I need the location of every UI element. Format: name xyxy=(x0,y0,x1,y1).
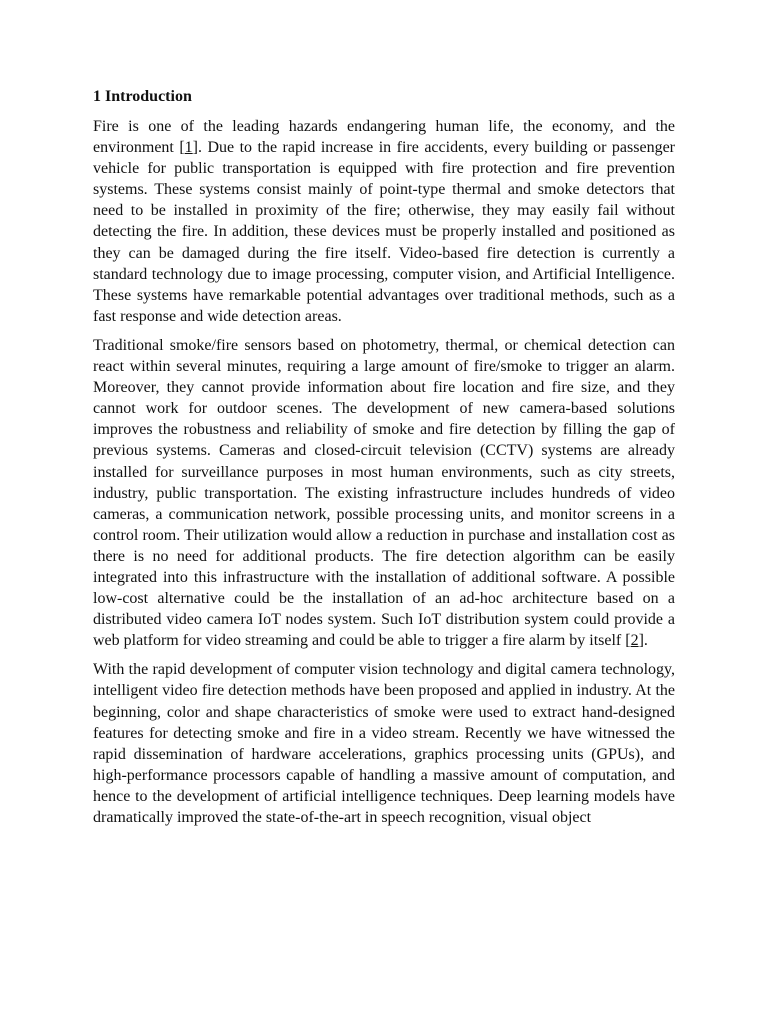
paragraph-3: With the rapid development of computer vision technology and digital camera technology, intelligent video fire detection methods have been proposed and applied in industry. At the beginning, color and shape characteristics of smoke were used to extract hand-designed features for detecting smoke and fire in a video stream. Recently we have witnessed the rapid dissemination of hardware accelerations, graphics processing units (GPUs), and high-performance processors capable of handling a massive amount of computation, and hence to the development of artificial intelligence techniques. Deep learning models have dramatically improved the state-of-the-art in speech recognition, visual object xyxy=(93,661,675,826)
document-page xyxy=(93,86,675,836)
section-heading: 1 Introduction xyxy=(93,88,192,105)
citation-link-1[interactable]: 1 xyxy=(184,139,193,157)
paragraph-2 xyxy=(93,335,675,651)
citation-link-2[interactable]: 2 xyxy=(630,632,639,650)
paragraph-2-text-end: ]. xyxy=(638,632,648,650)
paragraph-1-text-end: ]. Due to the rapid increase in fire accidents, every building or passenger vehicle for public transportation is equipped with fire protection and fire prevention systems. These systems consist mainly of point-type thermal and smoke detectors that need to be installed in proximity of the fire; otherwise, they may easily fail without detecting the fire. In addition, these devices must be properly installed and positioned as they can be damaged during the fire itself. Video-based fire detection is currently a standard technology due to image processing, computer vision, and Artificial Intelligence. These systems have remarkable potential advantages over traditional methods, such as a fast response and wide detection areas. xyxy=(93,139,675,325)
paragraph-2-text-start: Traditional smoke/fire sensors based on photometry, thermal, or chemical detection can react within several minutes, requiring a large amount of fire/smoke to trigger an alarm. Moreover, they cannot provide information about fire location and fire size, and they cannot work for outdoor scenes. The development of new camera-based solutions improves the robustness and reliability of smoke and fire detection by filling the gap of previous systems. Cameras and closed-circuit television (CCTV) systems are already installed for surveillance purposes in most human environments, such as city streets, industry, public transportation. The existing infrastructure includes hundreds of video cameras, a communication network, possible processing units, and monitor screens in a control room. Their utilization would allow a reduction in purchase and installation cost as there is no need for additional products. The fire detection algorithm can be easily integrated into this infrastructure with the installation of additional software. A possible low-cost alternative could be the installation of an ad-hoc architecture based on a distributed video camera IoT nodes system. Such IoT distribution system could provide a web platform for video streaming and could be able to trigger a fire alarm by itself [ xyxy=(93,336,675,650)
paragraph-1-text-start: Fire is one of the leading hazards endangering human life, the economy, and the environment [ xyxy=(93,118,675,157)
paragraph-1 xyxy=(93,116,675,327)
